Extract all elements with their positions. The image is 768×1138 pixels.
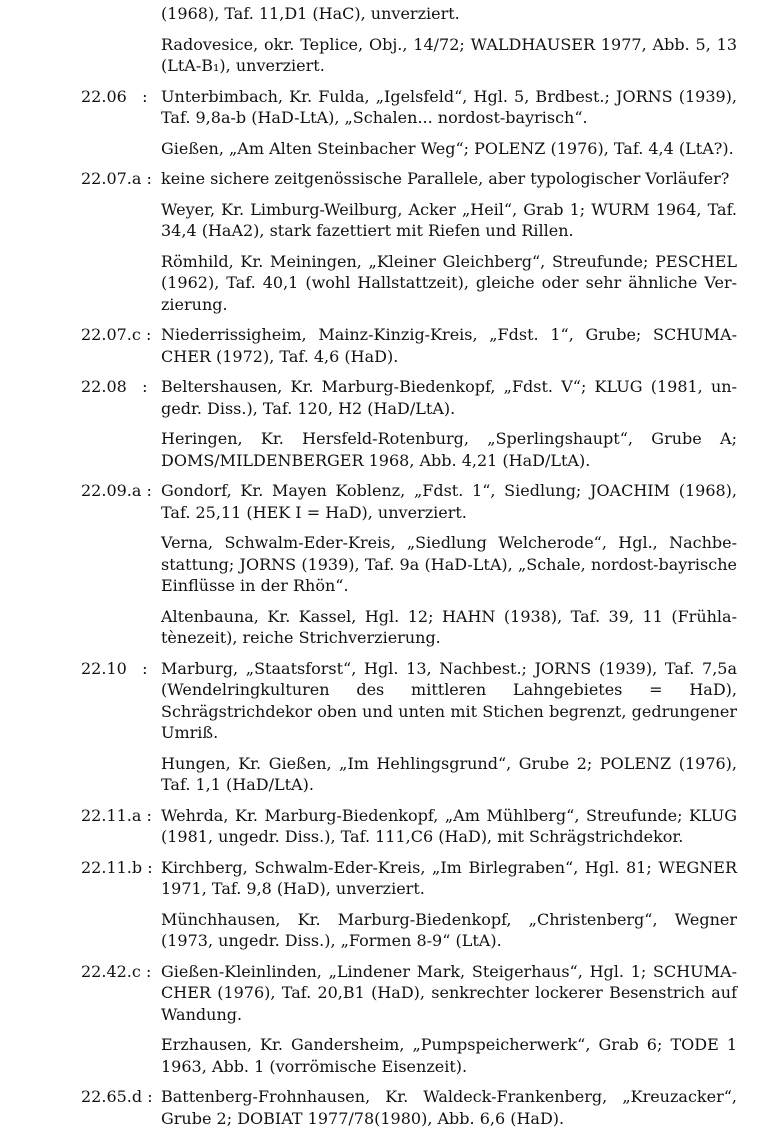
entry-number: 22.07.c :	[81, 325, 152, 344]
catalog-entry	[0, 658, 768, 796]
catalog-entry	[0, 1086, 768, 1129]
catalog-entry	[0, 324, 768, 367]
document-page	[0, 3, 768, 1138]
entry-number: 22.65.d :	[81, 1087, 153, 1106]
catalog-entry	[0, 805, 768, 848]
entry-paragraph: Heringen, Kr. Hersfeld-Rotenburg, „Sperlingshaupt“, Grube A; DOMS/MILDENBERGER 1968, Abb. 4,21 (HaD/LtA).	[161, 429, 737, 470]
entry-number: 22.11.a :	[81, 805, 152, 825]
entry-number: 22.07.a :	[81, 169, 152, 188]
catalog-entry	[0, 857, 768, 952]
entry-paragraph: keine sichere zeitgenössische Parallele, aber typologischer Vorläufer?	[161, 169, 730, 188]
entry-number: 22.42.c :	[81, 961, 152, 981]
catalog-entry	[0, 86, 768, 160]
entry-paragraph: Verna, Schwalm-Eder-Kreis, „Siedlung Welcherode“, Hgl., Nachbestattung; JORNS (1939), Taf. 9a (HaD-LtA), „Schale, nordost-bayrische Einflüsse in der Rhön“.	[161, 533, 737, 595]
entry-number: 22.06 :	[81, 86, 148, 106]
entry-paragraph: Niederrissigheim, Mainz-Kinzig-Kreis, „Fdst. 1“, Grube; SCHUMACHER (1972), Taf. 4,6 (HaD).	[161, 325, 737, 366]
entry-paragraph: Beltershausen, Kr. Marburg-Biedenkopf, „Fdst. V“; KLUG (1981, ungedr. Diss.), Taf. 120, H2 (HaD/LtA).	[161, 377, 737, 418]
catalog-entry	[0, 961, 768, 1078]
entry-paragraph: Hungen, Kr. Gießen, „Im Hehlingsgrund“, Grube 2; POLENZ (1976), Taf. 1,1 (HaD/LtA).	[161, 753, 737, 794]
entry-number: 22.08 :	[81, 377, 148, 396]
entry-paragraph: Marburg, „Staatsforst“, Hgl. 13, Nachbest.; JORNS (1939), Taf. 7,5a (Wendelringkulturen des mittleren Lahngebietes = HaD), Schrägstrichdekor oben und unten mit Stichen begrenzt, gedrungener Umriß.	[161, 658, 737, 742]
catalog-entry	[0, 480, 768, 649]
entry-paragraph: Gondorf, Kr. Mayen Koblenz, „Fdst. 1“, Siedlung; JOACHIM (1968), Taf. 25,11 (HEK I = HaD), unverziert.	[161, 481, 737, 522]
catalog-entry	[0, 3, 768, 77]
entry-paragraph: Wehrda, Kr. Marburg-Biedenkopf, „Am Mühlberg“, Streufunde; KLUG (1981, ungedr. Diss.), Taf. 111,C6 (HaD), mit Schrägstrichdekor.	[161, 805, 737, 846]
entry-paragraph: Gießen-Kleinlinden, „Lindener Mark, Steigerhaus“, Hgl. 1; SCHUMACHER (1976), Taf. 20,B1 (HaD), senkrechter lockerer Besenstrich auf Wandung.	[161, 961, 737, 1024]
entry-paragraph: (1968), Taf. 11,D1 (HaC), unverziert.	[161, 4, 460, 23]
entry-number: 22.11.b :	[81, 857, 153, 877]
entry-paragraph: Radovesice, okr. Teplice, Obj., 14/72; WALDHAUSER 1977, Abb. 5, 13 (LtA-B₁), unverziert.	[161, 34, 737, 75]
entry-paragraph: Gießen, „Am Alten Steinbacher Weg“; POLENZ (1976), Taf. 4,4 (LtA?).	[161, 138, 734, 158]
entry-paragraph: Münchhausen, Kr. Marburg-Biedenkopf, „Christenberg“, Wegner (1973, ungedr. Diss.), „Formen 8-9“ (LtA).	[161, 909, 737, 950]
catalog-entry	[0, 376, 768, 471]
entry-paragraph: Erzhausen, Kr. Gandersheim, „Pumpspeicherwerk“, Grab 6; TODE 1 1963, Abb. 1 (vorrömische Eisenzeit).	[161, 1035, 737, 1076]
entry-paragraph: Weyer, Kr. Limburg-Weilburg, Acker „Heil“, Grab 1; WURM 1964, Taf. 34,4 (HaA2), stark fazettiert mit Riefen und Rillen.	[161, 199, 737, 240]
entry-number: 22.10 :	[81, 658, 148, 678]
entry-paragraph: Unterbimbach, Kr. Fulda, „Igelsfeld“, Hgl. 5, Brdbest.; JORNS (1939), Taf. 9,8a-b (HaD-LtA), „Schalen... nordost-bayrisch“.	[161, 86, 737, 127]
entry-paragraph: Altenbauna, Kr. Kassel, Hgl. 12; HAHN (1938), Taf. 39, 11 (Frühlatènezeit), reiche Strichverzierung.	[161, 606, 737, 647]
entry-number: 22.09.a :	[81, 481, 152, 500]
entry-paragraph: Kirchberg, Schwalm-Eder-Kreis, „Im Birlegraben“, Hgl. 81; WEGNER 1971, Taf. 9,8 (HaD), unverziert.	[161, 857, 737, 898]
catalog-entry	[0, 168, 768, 315]
entry-paragraph: Römhild, Kr. Meiningen, „Kleiner Gleichberg“, Streufunde; PESCHEL (1962), Taf. 40,1 (wohl Hallstattzeit), gleiche oder sehr ähnliche Verzierung.	[161, 251, 737, 314]
entry-paragraph: Battenberg-Frohnhausen, Kr. Waldeck-Frankenberg, „Kreuzacker“, Grube 2; DOBIAT 1977/78(1980), Abb. 6,6 (HaD).	[161, 1087, 737, 1128]
